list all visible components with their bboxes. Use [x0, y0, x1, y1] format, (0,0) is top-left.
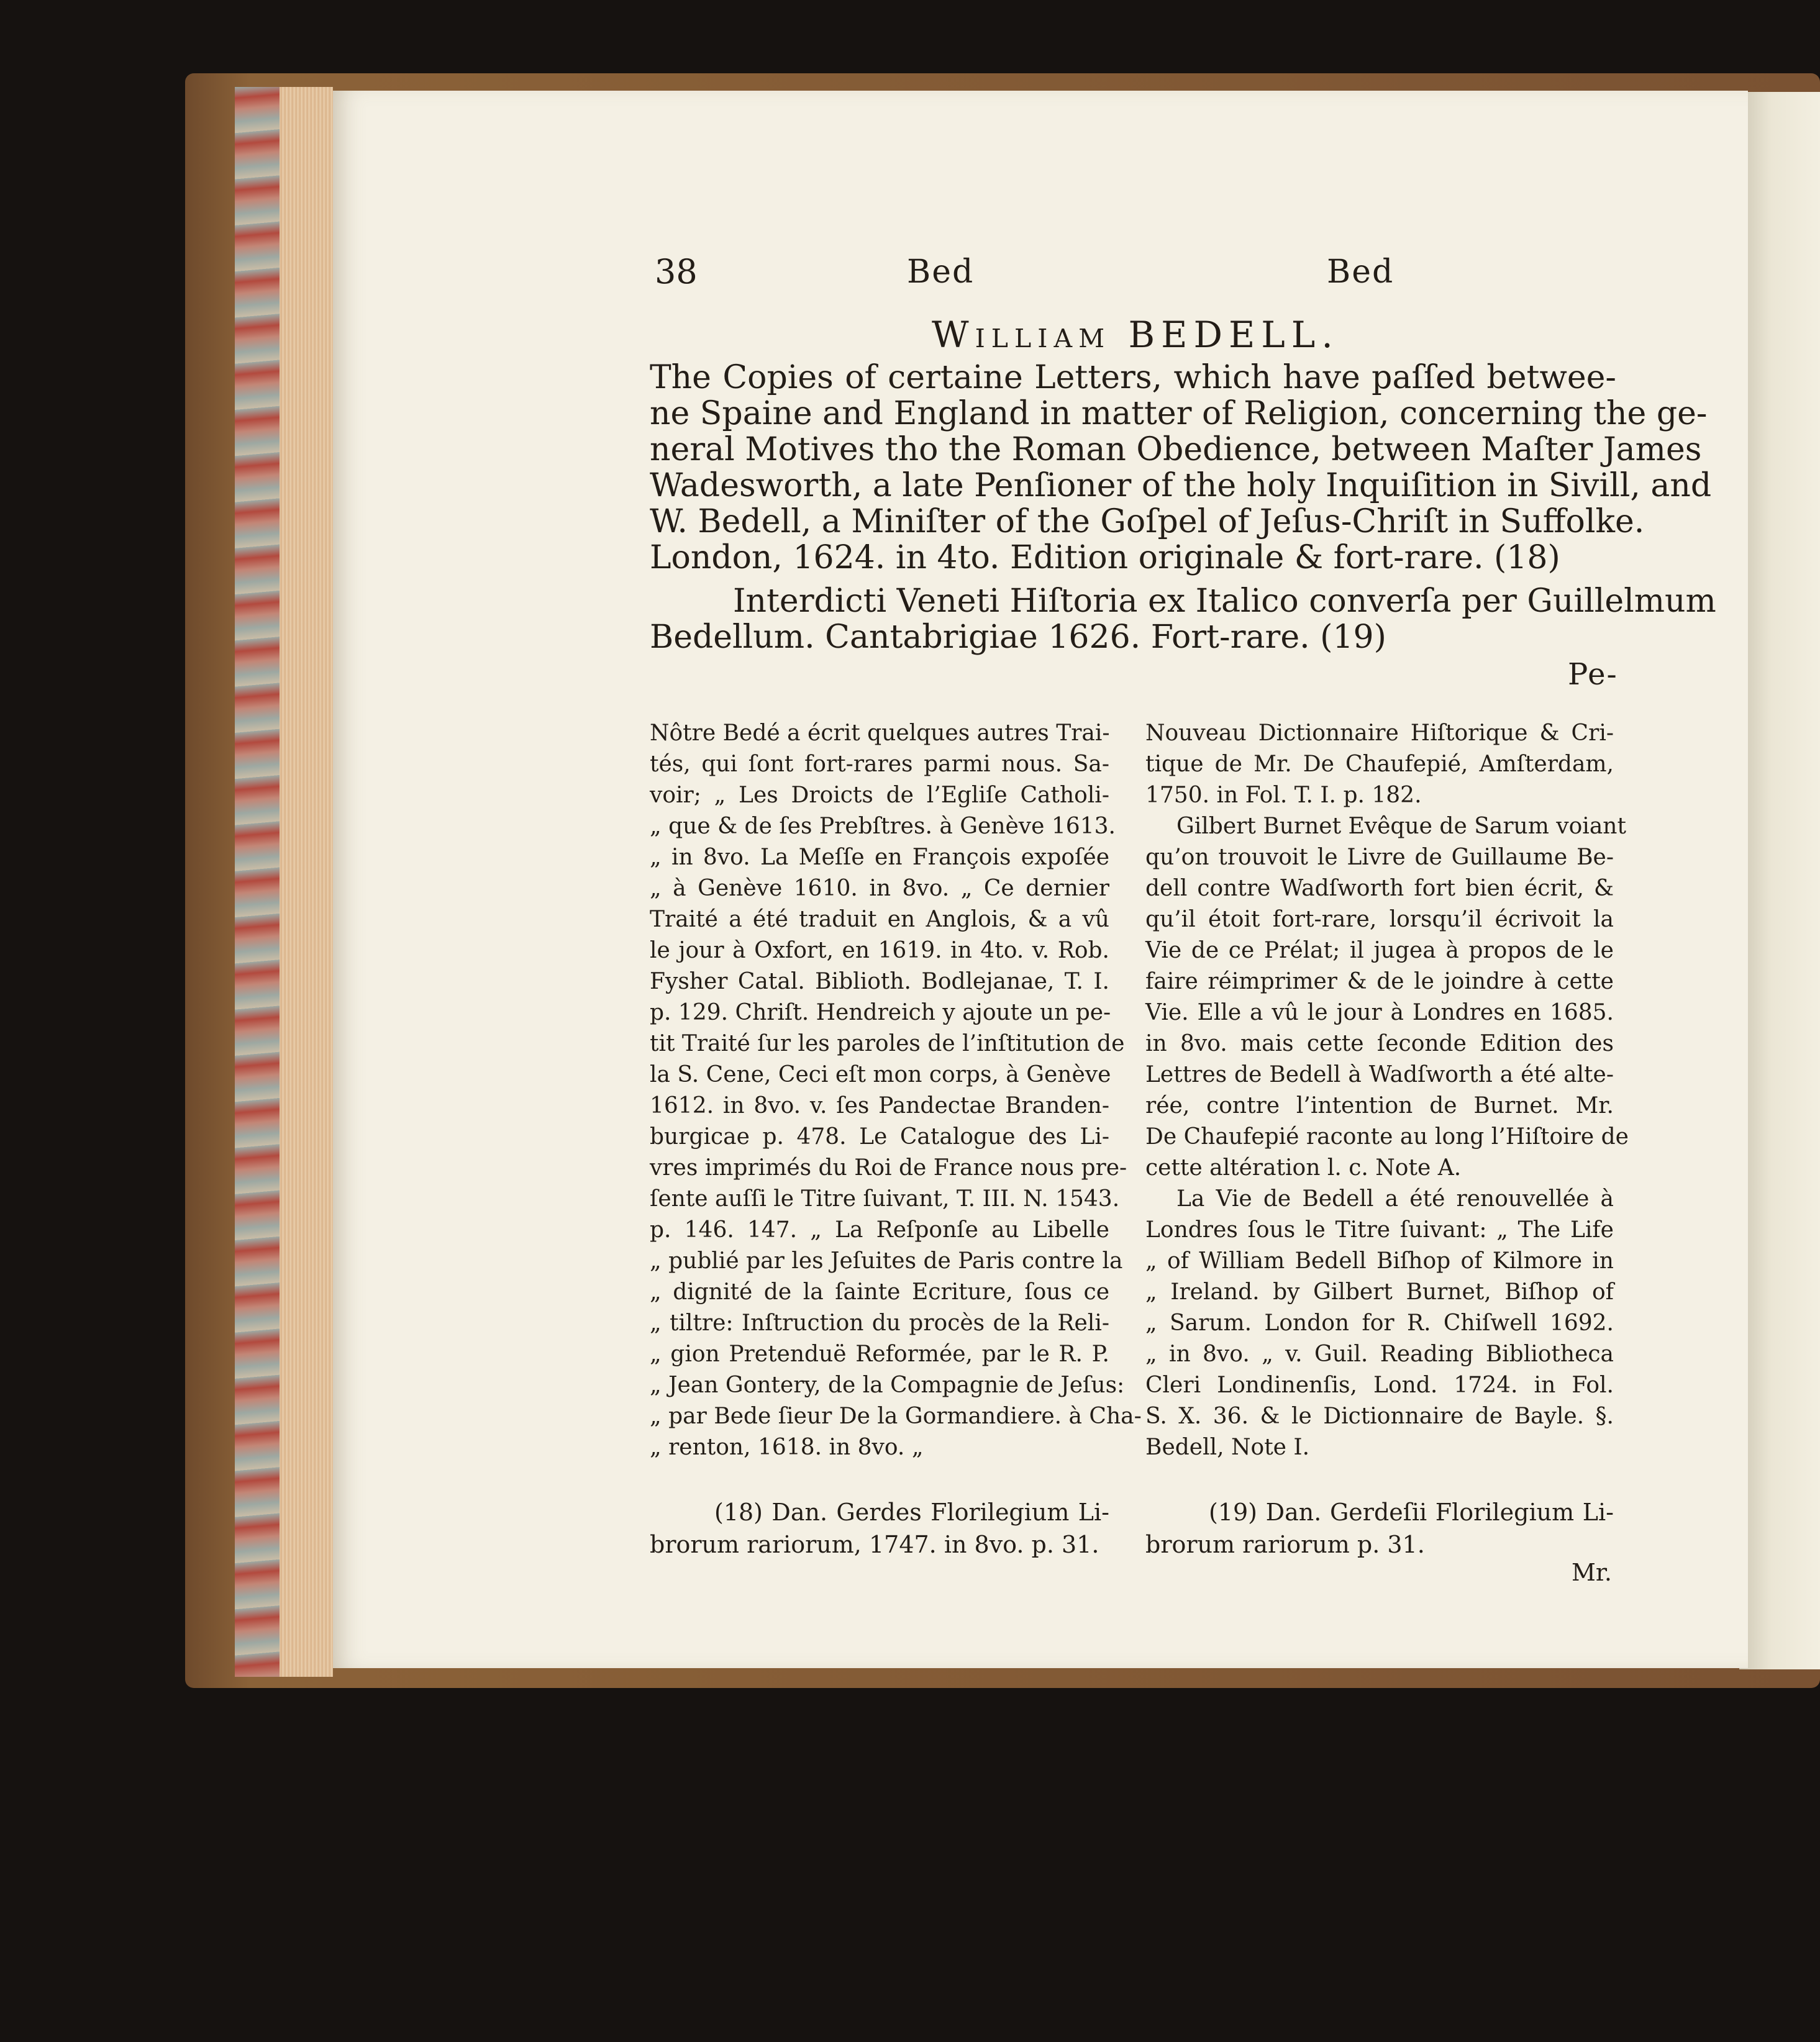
- left-column-line: tés, qui ſont fort-rares parmi nous. Sa-: [650, 751, 1109, 777]
- left-column-line: burgicae p. 478. Le Catalogue des Li-: [650, 1124, 1109, 1150]
- footnote-18: brorum rariorum, 1747. in 8vo. p. 31.: [650, 1531, 1099, 1558]
- right-column-line: Bedell, Note I.: [1145, 1435, 1310, 1460]
- right-column-line: Lettres de Bedell à Wadſworth a été alte-: [1145, 1062, 1614, 1087]
- main-line: ne Spaine and England in matter of Religion, concerning the ge-: [650, 395, 1708, 432]
- right-column-line: qu’on trouvoit le Livre de Guillaume Be-: [1145, 845, 1614, 870]
- main-line: Bedellum. Cantabrigiae 1626. Fort-rare. (19): [650, 619, 1386, 656]
- catchword-top: Pe-: [1568, 657, 1618, 692]
- right-column-line: dell contre Wadſworth fort bien écrit, &: [1145, 876, 1614, 901]
- right-column-line: qu’il étoit fort-rare, lorsqu’il écrivoit la: [1145, 907, 1614, 932]
- left-column-line: „ Jean Gontery, de la Compagnie de Jeſus:: [650, 1373, 1125, 1398]
- right-column-line: „ of William Bedell Biſhop of Kilmore in: [1145, 1248, 1614, 1274]
- main-line: Wadesworth, a late Penſioner of the holy Inquiſition in Sivill, and: [650, 467, 1712, 504]
- left-column-line: voir; „ Les Droicts de l’Egliſe Catholi-: [650, 783, 1109, 808]
- left-column-line: Nôtre Bedé a écrit quelques autres Trai-: [650, 720, 1110, 746]
- footnote-18: (18) Dan. Gerdes Florilegium Li-: [714, 1499, 1109, 1526]
- right-column-line: Cleri Londinenſis, Lond. 1724. in Fol.: [1145, 1373, 1614, 1398]
- left-column-line: p. 146. 147. „ La Reſponſe au Libelle: [650, 1217, 1109, 1243]
- right-column-line: tique de Mr. De Chaufepié, Amſterdam,: [1145, 751, 1614, 777]
- left-column-line: ſente auſſi le Titre ſuivant, T. III. N. 1543.: [650, 1186, 1120, 1212]
- left-column-line: „ gion Pretenduë Reformée, par le R. P.: [650, 1341, 1109, 1367]
- right-column-line: faire réimprimer & de le joindre à cette: [1145, 969, 1614, 994]
- right-column-line: Vie de ce Prélat; il jugea à propos de le: [1145, 938, 1614, 963]
- page-number: 38: [655, 252, 698, 291]
- right-column-line: in 8vo. mais cette ſeconde Edition des: [1145, 1031, 1614, 1056]
- right-column-line: „ Ireland. by Gilbert Burnet, Biſhop of: [1145, 1279, 1614, 1305]
- left-column-line: „ in 8vo. La Meſſe en François expoſée: [650, 845, 1109, 870]
- left-column-line: 1612. in 8vo. v. ſes Pandectae Branden-: [650, 1093, 1109, 1119]
- running-head-left: Bed: [907, 253, 975, 291]
- catchword-bottom: Mr.: [1572, 1559, 1612, 1586]
- right-column-line: Vie. Elle a vû le jour à Londres en 1685.: [1145, 1000, 1614, 1025]
- left-column-line: „ dignité de la ſainte Ecriture, ſous ce: [650, 1279, 1109, 1305]
- left-column-line: „ que & de ſes Prebſtres. à Genève 1613.: [650, 814, 1116, 839]
- left-column-line: tit Traité ſur les paroles de l’inſtitution de: [650, 1031, 1125, 1056]
- left-column-line: „ à Genève 1610. in 8vo. „ Ce dernier: [650, 876, 1109, 901]
- left-column-line: „ publié par les Jeſuites de Paris contre la: [650, 1248, 1123, 1274]
- left-column-line: „ par Bede ſieur De la Gormandiere. à Cha-: [650, 1404, 1142, 1429]
- main-line: Interdicti Veneti Hiſtoria ex Italico converſa per Guillelmum: [733, 583, 1716, 620]
- main-line: neral Motives tho the Roman Obedience, between Maſter James: [650, 431, 1702, 468]
- left-column-line: „ renton, 1618. in 8vo. „: [650, 1435, 924, 1460]
- right-column-line: 1750. in Fol. T. I. p. 182.: [1145, 783, 1422, 808]
- right-column-line: „ Sarum. London for R. Chiſwell 1692.: [1145, 1310, 1614, 1336]
- footnote-19: (19) Dan. Gerdeſii Florilegium Li-: [1209, 1499, 1614, 1526]
- main-line: W. Bedell, a Miniſter of the Goſpel of Jeſus-Chriſt in Suffolke.: [650, 503, 1645, 540]
- right-column-line: „ in 8vo. „ v. Guil. Reading Bibliotheca: [1145, 1341, 1614, 1367]
- right-column-line: La Vie de Bedell a été renouvellée à: [1176, 1186, 1614, 1212]
- marbled-endpaper: [235, 87, 284, 1677]
- left-column-line: le jour à Oxfort, en 1619. in 4to. v. Rob.: [650, 938, 1109, 963]
- left-column-line: vres imprimés du Roi de France nous pre-: [650, 1155, 1127, 1181]
- right-column-line: Nouveau Dictionnaire Hiſtorique & Cri-: [1145, 720, 1614, 746]
- footnote-19: brorum rariorum p. 31.: [1145, 1531, 1425, 1558]
- right-column-line: Gilbert Burnet Evêque de Sarum voiant: [1176, 814, 1626, 839]
- left-column-line: „ tiltre: Inſtruction du procès de la Reli-: [650, 1310, 1109, 1336]
- main-line: The Copies of certaine Letters, which have paſſed betwee-: [650, 359, 1616, 396]
- left-column-line: Fysher Catal. Biblioth. Bodlejanae, T. I.: [650, 969, 1109, 994]
- entry-title: William BEDELL.: [932, 314, 1339, 356]
- right-column-line: rée, contre l’intention de Burnet. Mr.: [1145, 1093, 1614, 1119]
- right-column-line: De Chaufepié raconte au long l’Hiſtoire de: [1145, 1124, 1629, 1150]
- right-column-line: S. X. 36. & le Dictionnaire de Bayle. §.: [1145, 1404, 1614, 1429]
- running-head-right: Bed: [1327, 253, 1395, 291]
- left-column-line: la S. Cene, Ceci eſt mon corps, à Genève: [650, 1062, 1111, 1087]
- facing-page-edge: [1739, 92, 1820, 1669]
- main-line: London, 1624. in 4to. Edition originale & fort-rare. (18): [650, 539, 1560, 576]
- right-column-line: Londres ſous le Titre ſuivant: „ The Life: [1145, 1217, 1614, 1243]
- left-column-line: Traité a été traduit en Anglois, & a vû: [650, 907, 1109, 932]
- right-column-line: cette altération l. c. Note A.: [1145, 1155, 1462, 1181]
- left-column-line: p. 129. Chriſt. Hendreich y ajoute un pe-: [650, 1000, 1111, 1025]
- page-edges: [280, 87, 333, 1677]
